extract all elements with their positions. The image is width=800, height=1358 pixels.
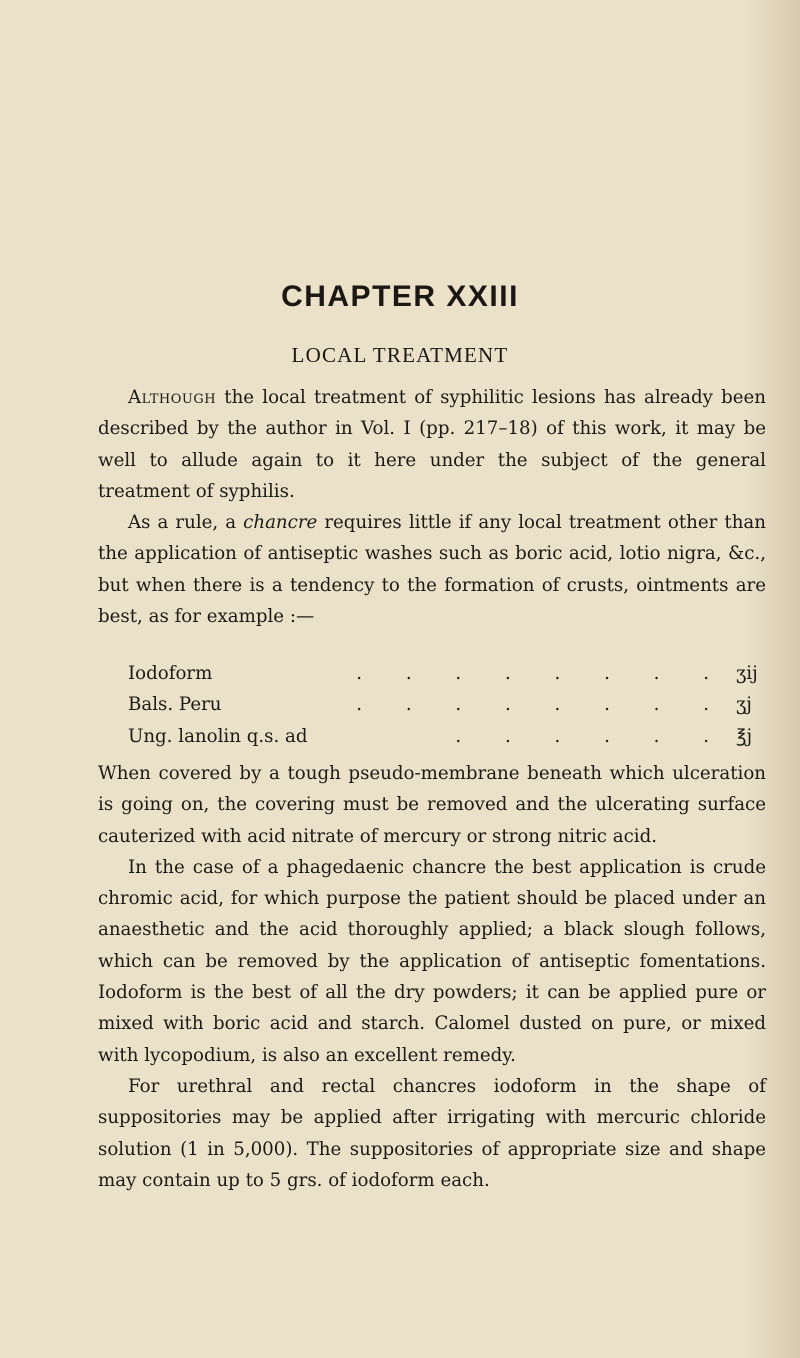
prescription-item-quantity: ʒij: [736, 663, 758, 684]
leader-dots: . . . . . . . .: [356, 694, 728, 716]
prescription-item: [128, 663, 768, 694]
prescription-item: [128, 694, 768, 725]
body-paragraphs: [98, 758, 766, 1196]
paragraph-2: [98, 507, 766, 632]
prescription-list: [128, 663, 768, 757]
paragraph-1: [98, 382, 766, 507]
prescription-item-name: Iodoform: [128, 663, 213, 684]
paragraph-2-before: As a rule, a: [128, 512, 244, 534]
paragraph-3: When covered by a tough pseudo-membrane beneath which ulceration is going on, the covering must be removed and the ulcerating surface cauterized with acid nitrate of mercury or strong nitric acid.: [98, 763, 766, 847]
paragraph-1-text: the local treatment of syphilitic lesions has already been described by the author in Vol. I (pp. 217–18) of this work, it may be well to allude again to it here under the subject of the general treatment of syphilis.: [98, 387, 766, 502]
paragraph-1-lead: Although: [128, 387, 217, 408]
intro-paragraphs: [98, 382, 766, 632]
prescription-item-quantity: ℥j: [736, 725, 753, 747]
prescription-item-name: Bals. Peru: [128, 694, 222, 716]
paragraph-2-emphasis: chancre: [243, 512, 318, 534]
prescription-item: [128, 726, 768, 757]
paragraph-4: In the case of a phagedaenic chancre the best application is crude chromic acid, for which purpose the patient should be placed under an anaesthetic and the acid thoroughly applied; a black slough follows, which can be removed by the application of antiseptic fomentations. Iodoform is the best of all the dry powders; it can be applied pure or mixed with boric acid and starch. Calomel dusted on pure, or mixed with lycopodium, is also an excellent remedy.: [98, 856, 766, 1066]
paragraph-2-after: requires little if any local treatment other than the application of antiseptic washes such as boric acid, lotio nigra, &c., but when there is a tendency to the formation of crusts, ointments are best, as for example :—: [98, 512, 766, 628]
paragraph-5: For urethral and rectal chancres iodoform in the shape of suppositories may be applied after irrigating with mercuric chloride solution (1 in 5,000). The suppositories of appropriate size and shape may contain up to 5 grs. of iodoform each.: [98, 1075, 766, 1191]
chapter-heading: CHAPTER XXIII: [281, 280, 519, 313]
prescription-item-quantity: ʒj: [736, 694, 752, 716]
leader-dots: . . . . . .: [455, 725, 728, 747]
prescription-item-name: Ung. lanolin q.s. ad: [128, 725, 308, 747]
section-title: LOCAL TREATMENT: [291, 343, 509, 367]
leader-dots: . . . . . . . .: [356, 663, 728, 684]
